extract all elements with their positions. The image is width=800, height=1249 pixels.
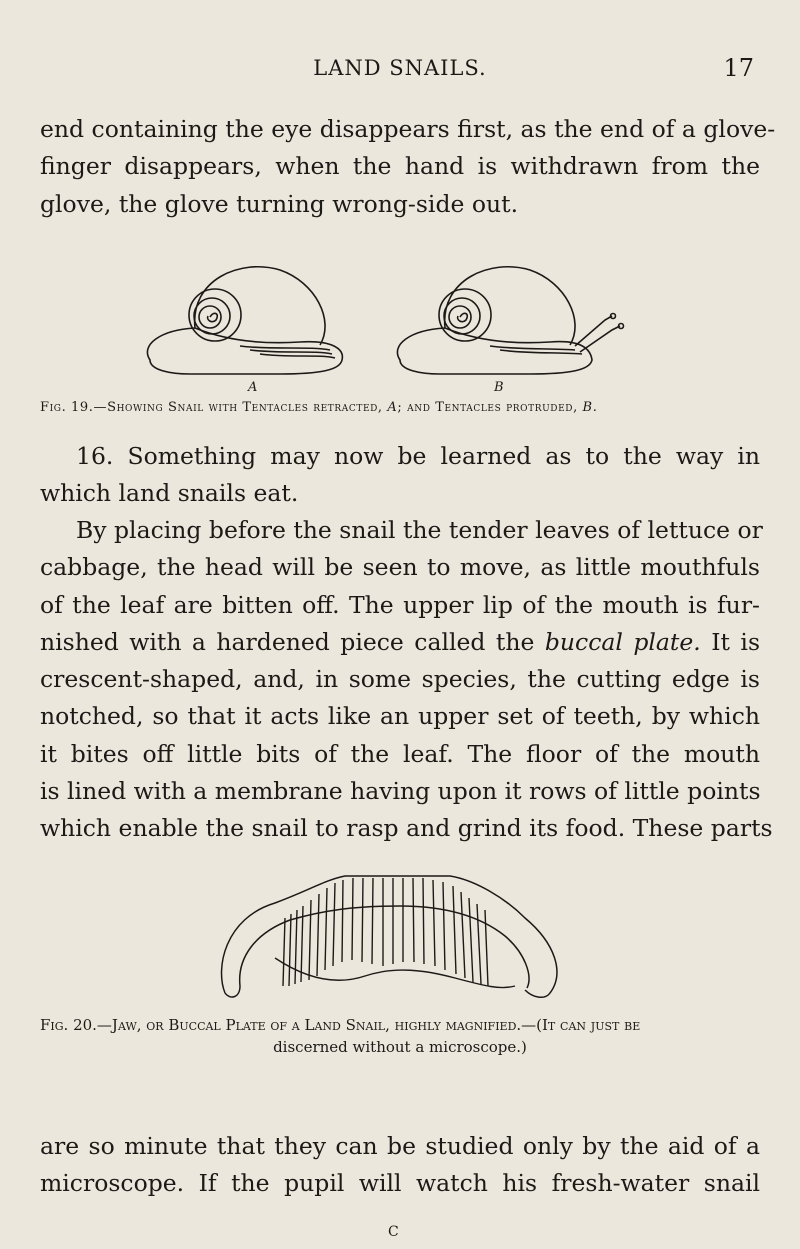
text-line: crescent-shaped, and, in some species, the cutting edge is	[40, 665, 760, 694]
paragraph-buccal-plate	[40, 512, 773, 848]
text-line: finger disappears, when the hand is withdrawn from the	[40, 152, 760, 181]
figure-19-caption: Fig. 19.—Showing Snail with Tentacles retracted, A; and Tentacles protruded, B.	[40, 400, 598, 415]
text-line: which land snails eat.	[40, 479, 299, 508]
text-line: are so minute that they can be studied only by the aid of a	[40, 1132, 760, 1160]
text-line: which enable the snail to rasp and grind its food. These parts	[40, 814, 773, 843]
text-line: microscope. If the pupil will watch his fresh-water snail	[40, 1169, 760, 1198]
text-line: it bites off little bits of the leaf. The floor of the mouth	[40, 739, 760, 768]
text-line: of the leaf are bitten off. The upper lip of the mouth is fur-	[40, 590, 760, 619]
figure-19-label-a: A	[248, 380, 258, 395]
signature-mark: C	[388, 1224, 399, 1240]
text-line: is lined with a membrane having upon it rows of little points	[40, 777, 761, 806]
text-line: cabbage, the head will be seen to move, as little mouthfuls	[40, 553, 760, 582]
figure-19-label-b: B	[494, 380, 504, 395]
paragraph-glove	[40, 111, 776, 223]
figure-20-jaw-illustration	[215, 858, 585, 1006]
text-line: notched, so that it acts like an upper set of teeth, by which	[40, 702, 760, 731]
text-line: By placing before the snail the tender leaves of lettuce or	[76, 516, 763, 544]
running-header: LAND SNAILS.	[313, 56, 487, 80]
text-line: 16. Something may now be learned as to the way in	[76, 442, 760, 470]
paragraph-microscope	[40, 1128, 760, 1203]
term-buccal-plate: buccal plate.	[544, 627, 701, 656]
jaw-ridges	[275, 878, 515, 988]
text-line: nished with a hardened piece called the buccal plate. It is	[40, 627, 760, 656]
figure-20-caption: Fig. 20.—Jaw, or Buccal Plate of a Land Snail, highly magnified.—(It can just be discerned without a microscope.)	[40, 1016, 641, 1056]
snail-b-drawing	[397, 267, 623, 374]
figure-19-snail-illustration	[120, 250, 640, 390]
snail-a-drawing	[147, 267, 342, 374]
page-number: 17	[723, 54, 754, 82]
paragraph-section-16	[40, 438, 760, 513]
text-line: end containing the eye disappears first, as the end of a glove-	[40, 115, 776, 143]
text-line: glove, the glove turning wrong-side out.	[40, 189, 519, 218]
